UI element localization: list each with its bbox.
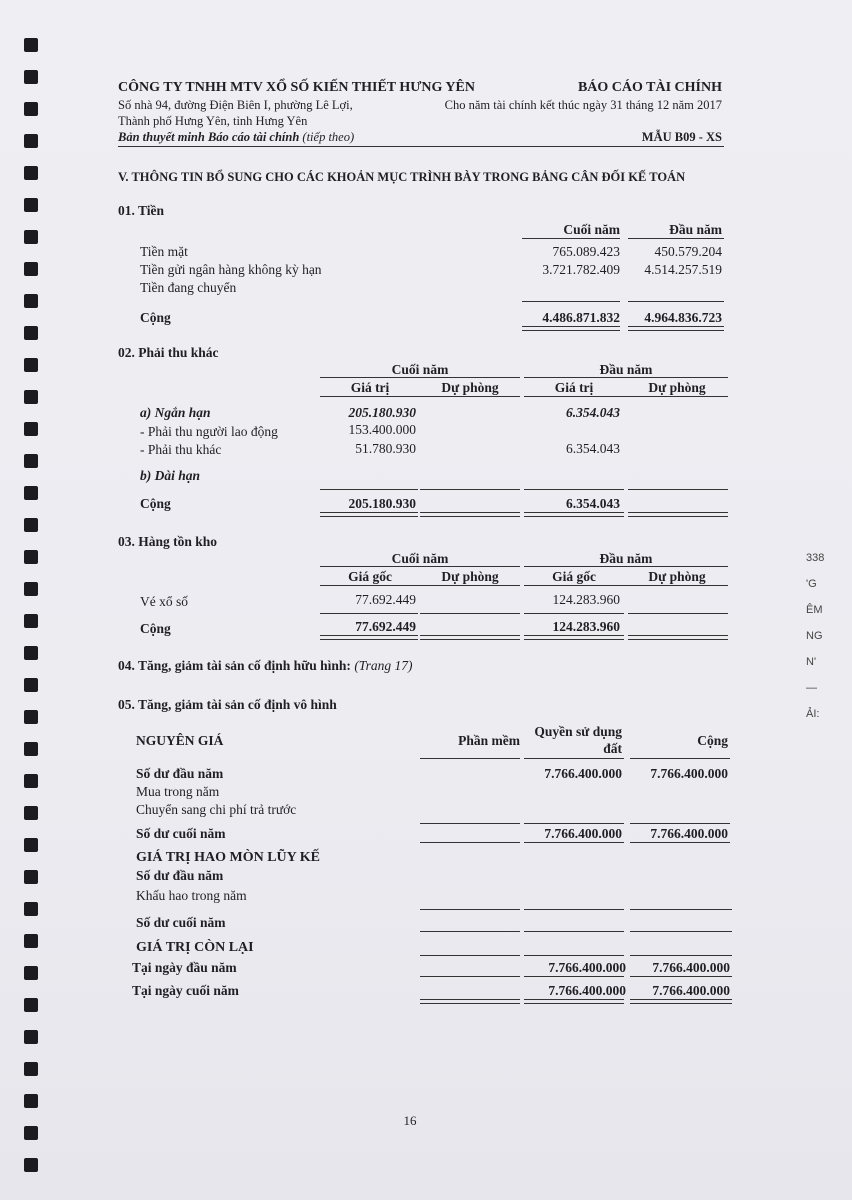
spiral-hole: [24, 646, 38, 660]
spiral-hole: [24, 998, 38, 1012]
spiral-hole: [24, 230, 38, 244]
s02-rule: [320, 377, 520, 378]
s04-line: [118, 658, 412, 674]
s05-h-landuse: Quyền sử dụng: [534, 724, 622, 739]
s05-rule: [630, 931, 732, 932]
s02-total-begin: 6.354.043: [566, 496, 620, 511]
spiral-hole: [24, 294, 38, 308]
s02-short-label: a) Ngắn hạn: [140, 405, 211, 420]
spiral-hole: [24, 198, 38, 212]
s05-rule: [630, 842, 730, 843]
spiral-hole: [24, 486, 38, 500]
spiral-hole: [24, 1030, 38, 1044]
s03-h-cost: Giá gốc: [348, 569, 392, 584]
s02-rule: [524, 377, 728, 378]
s05-nbv-close-label: Tại ngày cuối năm: [132, 983, 239, 998]
spiral-hole: [24, 774, 38, 788]
s02-rule: [320, 489, 418, 490]
s02-short-begin: 6.354.043: [566, 405, 620, 420]
spiral-hole: [24, 326, 38, 340]
s02-double-rule: [524, 512, 624, 517]
s03-rule: [420, 613, 520, 614]
spiral-hole: [24, 38, 38, 52]
section-v-title: V. THÔNG TIN BỔ SUNG CHO CÁC KHOẢN MỤC TRÌNH BÀY TRONG BẢNG CÂN ĐỐI KẾ TOÁN: [118, 170, 686, 184]
s05-rule: [524, 909, 624, 910]
company-address-2: Thành phố Hưng Yên, tỉnh Hưng Yên: [118, 114, 308, 128]
edge-mark: ẢI:: [806, 708, 820, 720]
s05-open-label: Số dư đầu năm: [136, 766, 224, 781]
s02-group-begin: Đầu năm: [599, 362, 653, 377]
s05-rule: [524, 955, 624, 956]
s05-d-open-label: Số dư đầu năm: [136, 868, 224, 883]
edge-mark: 338: [806, 552, 825, 564]
subtitle-continued: (tiếp theo): [302, 130, 355, 144]
spiral-hole: [24, 102, 38, 116]
spiral-hole: [24, 70, 38, 84]
s02-double-rule: [628, 512, 728, 517]
s05-rule: [524, 842, 624, 843]
s01-col-begin: Đầu năm: [669, 222, 722, 237]
s05-buy-label: Mua trong năm: [136, 784, 220, 799]
s05-open-total: 7.766.400.000: [650, 766, 728, 781]
s05-rule: [420, 842, 520, 843]
s03-h-prov: Dự phòng: [648, 569, 706, 584]
spiral-hole: [24, 678, 38, 692]
s05-rule: [420, 758, 520, 759]
s02-double-rule: [320, 512, 418, 517]
s02-rule: [524, 489, 624, 490]
spiral-hole: [24, 166, 38, 180]
s05-rule: [420, 976, 520, 977]
s01-row-end: 3.721.782.409: [542, 262, 620, 277]
s01-rule: [522, 238, 620, 239]
spiral-hole: [24, 582, 38, 596]
s04-title: 04. Tăng, giảm tài sản cố định hữu hình:: [118, 658, 351, 673]
spiral-hole: [24, 262, 38, 276]
s01-total-label: Cộng: [140, 310, 171, 325]
s02-h-prov: Dự phòng: [441, 380, 499, 395]
s02-total-end: 205.180.930: [348, 496, 416, 511]
s02-title: 02. Phải thu khác: [118, 345, 219, 360]
s02-h-value: Giá trị: [350, 380, 390, 395]
s02-r2-end: 51.780.930: [355, 441, 416, 456]
s05-nbv-close-land: 7.766.400.000: [548, 983, 626, 998]
s03-double-rule: [320, 635, 418, 640]
report-period: Cho năm tài chính kết thúc ngày 31 tháng 12 năm 2017: [444, 98, 722, 112]
form-code: MẪU B09 - XS: [641, 130, 722, 144]
s03-total-end: 77.692.449: [355, 619, 416, 634]
spiral-hole: [24, 1126, 38, 1140]
spiral-hole: [24, 1062, 38, 1076]
s05-title: 05. Tăng, giảm tài sản cố định vô hình: [118, 697, 337, 712]
s05-rule: [630, 758, 730, 759]
spiral-hole: [24, 934, 38, 948]
s05-double-rule: [420, 999, 520, 1004]
s01-rule: [628, 301, 724, 302]
s01-rule: [628, 238, 724, 239]
s05-rule: [524, 823, 624, 824]
s02-long-label: b) Dài hạn: [140, 468, 201, 483]
page-number: 16: [403, 1113, 417, 1128]
s03-double-rule: [420, 635, 520, 640]
s02-total-label: Cộng: [140, 496, 171, 511]
s05-nbv-open-label: Tại ngày đầu năm: [132, 960, 237, 975]
s02-rule: [628, 489, 728, 490]
s05-close-label: Số dư cuối năm: [136, 826, 226, 841]
edge-mark: ÊM: [806, 604, 823, 616]
s05-rule: [420, 955, 520, 956]
spiral-hole: [24, 550, 38, 564]
subtitle-text: Bản thuyết minh Báo cáo tài chính: [118, 130, 300, 144]
s05-rule: [630, 823, 730, 824]
s05-rule: [420, 823, 520, 824]
s03-r1-label: Vé xổ số: [140, 594, 188, 609]
s01-row-label: Tiền mặt: [140, 244, 188, 259]
spiral-hole: [24, 806, 38, 820]
s05-rule: [524, 976, 624, 977]
edge-mark: —: [806, 682, 817, 694]
spiral-hole: [24, 742, 38, 756]
s05-rule: [420, 909, 520, 910]
s03-h-prov: Dự phòng: [441, 569, 499, 584]
spiral-hole: [24, 870, 38, 884]
edge-marks: [806, 545, 826, 727]
spiral-hole: [24, 966, 38, 980]
company-address-1: Số nhà 94, đường Điện Biên I, phường Lê Lợi,: [118, 98, 353, 112]
s05-close-land: 7.766.400.000: [544, 826, 622, 841]
s02-r1-label: - Phải thu người lao động: [140, 424, 278, 439]
s05-d-close-label: Số dư cuối năm: [136, 915, 226, 930]
s01-total-end: 4.486.871.832: [542, 310, 620, 325]
s01-double-rule: [628, 326, 724, 331]
s05-rule: [630, 976, 732, 977]
spiral-hole: [24, 1094, 38, 1108]
spiral-hole: [24, 710, 38, 724]
s03-rule: [524, 585, 728, 586]
s03-rule: [524, 566, 728, 567]
s03-group-end: Cuối năm: [391, 551, 449, 566]
s02-r2-begin: 6.354.043: [566, 441, 620, 456]
s03-total-label: Cộng: [140, 621, 171, 636]
s02-double-rule: [420, 512, 520, 517]
s03-double-rule: [628, 635, 728, 640]
spiral-hole: [24, 134, 38, 148]
s02-h-value: Giá trị: [554, 380, 594, 395]
s05-rule: [630, 955, 732, 956]
header-divider: [118, 146, 724, 147]
s02-short-end: 205.180.930: [348, 405, 416, 420]
spiral-hole: [24, 358, 38, 372]
s01-double-rule: [522, 326, 620, 331]
s01-row-begin: 450.579.204: [654, 244, 722, 259]
s05-h-total: Cộng: [697, 733, 728, 748]
report-title: BÁO CÁO TÀI CHÍNH: [577, 80, 722, 95]
spiral-hole: [24, 518, 38, 532]
s05-h-depr: GIÁ TRỊ HAO MÒN LŨY KẾ: [136, 850, 320, 865]
s03-rule: [524, 613, 624, 614]
s01-row-label: Tiền đang chuyển: [140, 280, 237, 295]
spiral-hole: [24, 838, 38, 852]
spiral-hole: [24, 902, 38, 916]
s05-h-cost: NGUYÊN GIÁ: [136, 733, 224, 748]
s05-rule: [420, 931, 520, 932]
s02-h-prov: Dự phòng: [648, 380, 706, 395]
s01-total-begin: 4.964.836.723: [644, 310, 722, 325]
s03-total-begin: 124.283.960: [552, 619, 620, 634]
s05-rule: [630, 909, 732, 910]
spiral-hole: [24, 390, 38, 404]
s03-r1-begin: 124.283.960: [552, 592, 620, 607]
s01-col-end: Cuối năm: [563, 222, 620, 237]
s01-row-end: 765.089.423: [552, 244, 620, 259]
s05-rule: [524, 758, 624, 759]
company-name: CÔNG TY TNHH MTV XỔ SỐ KIẾN THIẾT HƯNG YÊN: [118, 80, 475, 95]
s05-h-software: Phần mềm: [458, 733, 520, 748]
s05-nbv-open-total: 7.766.400.000: [652, 960, 730, 975]
spiral-hole: [24, 1158, 38, 1172]
spiral-hole: [24, 422, 38, 436]
s03-rule: [320, 585, 520, 586]
s05-open-land: 7.766.400.000: [544, 766, 622, 781]
spiral-hole: [24, 454, 38, 468]
s02-r2-label: - Phải thu khác: [140, 442, 222, 457]
s05-d-year-label: Khấu hao trong năm: [136, 888, 247, 903]
s03-group-begin: Đầu năm: [599, 551, 653, 566]
s05-nbv-close-total: 7.766.400.000: [652, 983, 730, 998]
s02-rule: [320, 396, 520, 397]
s05-close-total: 7.766.400.000: [650, 826, 728, 841]
s01-row-label: Tiền gửi ngân hàng không kỳ hạn: [140, 262, 322, 277]
s02-group-end: Cuối năm: [391, 362, 449, 377]
spiral-hole: [24, 614, 38, 628]
s02-r1-end: 153.400.000: [348, 422, 416, 437]
s02-rule: [524, 396, 728, 397]
edge-mark: N': [806, 656, 817, 668]
s05-double-rule: [524, 999, 624, 1004]
s04-page-ref: (Trang 17): [354, 658, 413, 673]
s03-title: 03. Hàng tồn kho: [118, 534, 218, 549]
edge-mark: 'G: [806, 578, 817, 590]
s05-rule: [524, 931, 624, 932]
s03-rule: [320, 566, 520, 567]
s03-r1-end: 77.692.449: [355, 592, 416, 607]
s05-transfer-label: Chuyển sang chi phí trả trước: [136, 802, 297, 817]
report-subtitle: [118, 129, 354, 145]
s03-rule: [320, 613, 418, 614]
edge-mark: NG: [806, 630, 823, 642]
s05-h-landuse-2: đất: [603, 741, 622, 756]
s05-nbv-open-land: 7.766.400.000: [548, 960, 626, 975]
s05-double-rule: [630, 999, 732, 1004]
s05-h-nbv: GIÁ TRỊ CÒN LẠI: [136, 940, 254, 955]
s03-rule: [628, 613, 728, 614]
s03-h-cost: Giá gốc: [552, 569, 596, 584]
s02-rule: [420, 489, 520, 490]
s01-title: 01. Tiền: [118, 203, 165, 218]
s01-rule: [522, 301, 620, 302]
s01-row-begin: 4.514.257.519: [644, 262, 722, 277]
s03-double-rule: [524, 635, 624, 640]
